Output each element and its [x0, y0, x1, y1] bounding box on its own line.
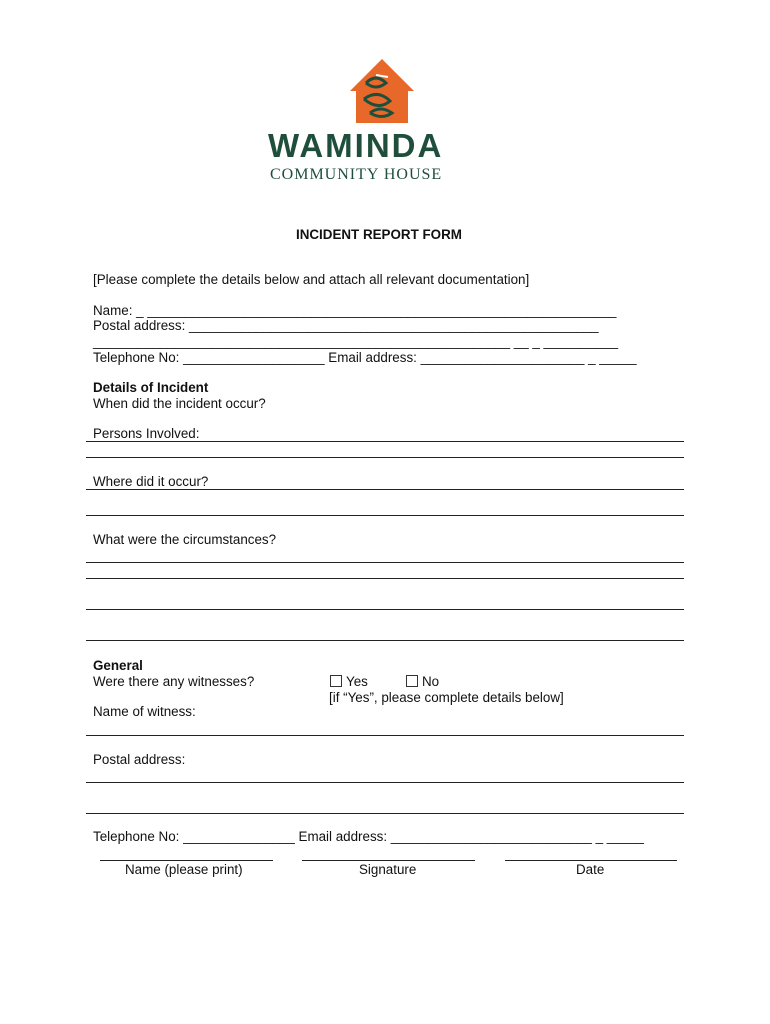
- no-label: No: [422, 674, 440, 689]
- circumstances-line-3[interactable]: [86, 609, 684, 610]
- postal-address-field[interactable]: Postal address: _______________________________________________________: [93, 318, 599, 333]
- yes-label: Yes: [346, 674, 368, 689]
- yes-note: [if “Yes”, please complete details below]: [329, 690, 564, 705]
- yes-checkbox[interactable]: [330, 675, 342, 687]
- logo-subtitle: COMMUNITY HOUSE: [270, 166, 443, 183]
- circumstances-line-4[interactable]: [86, 640, 684, 641]
- incident-when-label: When did the incident occur?: [93, 396, 266, 411]
- signature-line[interactable]: [302, 860, 475, 861]
- general-heading: General: [93, 658, 143, 673]
- persons-line-1[interactable]: [86, 441, 684, 442]
- signature-label: Signature: [359, 862, 417, 877]
- house-icon: [262, 55, 502, 135]
- postal-address-field-line2[interactable]: ________________________________________________________ __ _ __________: [93, 334, 619, 349]
- where-line-1[interactable]: [86, 489, 684, 490]
- form-instruction: [Please complete the details below and attach all relevant documentation]: [93, 272, 530, 287]
- witness-postal-label: Postal address:: [93, 752, 186, 767]
- date-label: Date: [576, 862, 605, 877]
- date-line[interactable]: [505, 860, 677, 861]
- no-option[interactable]: [406, 674, 439, 689]
- witness-name-line[interactable]: [86, 735, 684, 736]
- name-print-label: Name (please print): [125, 862, 243, 877]
- yes-option[interactable]: [330, 674, 368, 689]
- witness-postal-line-2[interactable]: [86, 813, 684, 814]
- witness-name-label: Name of witness:: [93, 704, 196, 719]
- where-line-2[interactable]: [86, 515, 684, 516]
- logo-name: WAMINDA: [268, 127, 444, 164]
- persons-involved-label: Persons Involved:: [93, 426, 200, 441]
- name-field[interactable]: Name: _ _______________________________________________________________: [93, 303, 617, 318]
- persons-line-2[interactable]: [86, 457, 684, 458]
- no-checkbox[interactable]: [406, 675, 418, 687]
- name-print-line[interactable]: [100, 860, 273, 861]
- circumstances-label: What were the circumstances?: [93, 532, 277, 547]
- logo: [262, 55, 502, 190]
- circumstances-line-2[interactable]: [86, 578, 684, 579]
- telephone-email-field[interactable]: Telephone No: ___________________ Email address: ______________________ _ _____: [93, 350, 637, 365]
- incident-heading: Details of Incident: [93, 380, 209, 395]
- witness-postal-line-1[interactable]: [86, 782, 684, 783]
- form-title: INCIDENT REPORT FORM: [296, 227, 462, 242]
- witnesses-question: Were there any witnesses?: [93, 674, 255, 689]
- witness-telephone-email-field[interactable]: Telephone No: _______________ Email address: ___________________________ _ _____: [93, 829, 644, 844]
- where-label: Where did it occur?: [93, 474, 209, 489]
- circumstances-line-1[interactable]: [86, 562, 684, 563]
